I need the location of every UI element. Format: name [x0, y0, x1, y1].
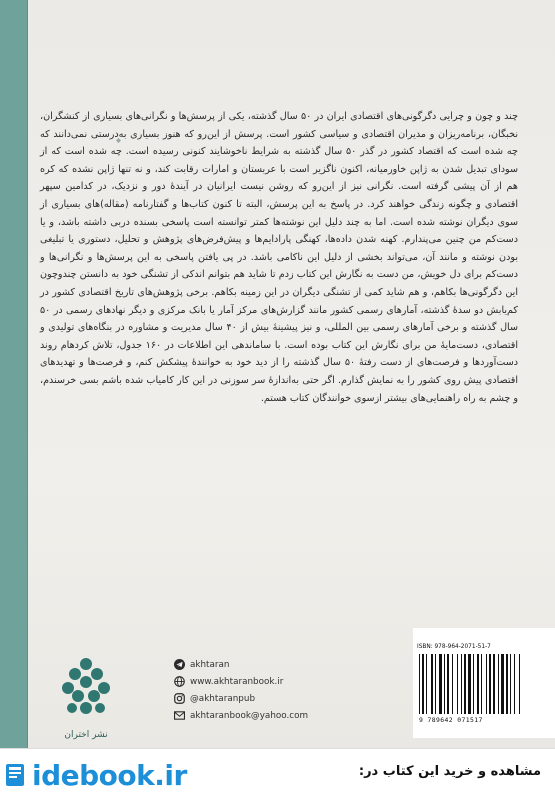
barcode-digits: 9 789642 071517	[419, 716, 483, 724]
watermark-logo[interactable]	[4, 755, 187, 795]
contact-instagram: @akhtaranpub	[190, 693, 256, 704]
publisher-name: نشر اختران	[64, 730, 108, 740]
globe-icon	[174, 676, 185, 687]
blurb-paragraph: چند و چون و چرایی دگرگونی‌های اقتصادی ایران در ۵۰ سال گذشته، یکی از پرسش‌ها و نگرانی‌های بسیاری از کنشگران، نخبگان، برنامه‌ریزان و مدیران اقتصادی و سیاسی کشور است. پرسش از این‌رو که هنوز بسیاری به‌درستی نمی‌دانند که چه شده است که اقتصاد کشور در گذر ۵۰ سال گذشته به شرایط ناخوشایند کنونی رسیده است. چه شده است که از سودای تبدیل شدن به ژاپن خاورمیانه، اکنون ناگزیر است با عربستان و امارات رقابت کند، و نه تنها ژاپن نشده که کره هم از آن پیشی گرفته است. نگرانی نیز از این‌رو که روشن نیست ایرانیان در آیندهٔ دور و نزدیک، در کدامین سپهر اقتصادی و چگونه زندگی خواهند کرد. در پاسخ به این پرسش، البته تا کنون کتاب‌ها و گفتارنامه (مقاله)‌های بسیاری از سوی دیگران نوشته شده است. اما به چند دلیل این نوشته‌ها کمتر توانسته است پاسخی بسنده دربی داشته باشد، و یا دست‌کم من چنین می‌پندارم. کهنه شدن داده‌ها، کهنگی پارادایم‌ها و پیش‌فرض‌های پژوهش و تحلیل، دستوری یا تبلیغی بودن نوشته و مانند آن، می‌تواند بخشی از دلیل این ناکامی باشد. در پی یافتن پاسخی به این پرسش‌ها و نگرانی‌ها و دست‌کم برای دل خویش، من دست به نگارش این کتاب زدم تا شاید هم بتوانم اندکی از تشنگی خود به دانستن چندوچون این دگرگونی‌ها بکاهم، و هم شاید کمی از تشنگی دیگران در این زمینه بکاهم. برخی پژوهش‌های تاریخ اقتصادی کشور در کم‌یابش دو سدهٔ گذشته، آمارهای رسمی کشور مانند گزارش‌های مرکز آمار یا بانک مرکزی و دیگر نهادهای رسمی در ۵۰ سال گذشته و برخی آمارهای رسمی بین المللی، و نیز پیشینهٔ بیش از ۴۰ سال مدیریت و مشاوره در بنگاه‌های تولیدی و اقتصادی، دست‌مایهٔ من برای نگارش این کتاب بوده است. با ساماندهی این اطلاعات در ۱۶۰ جدول، تلاش کردهام روند دست‌آوردها و فرصت‌های از دست رفتهٔ ۵۰ سال گذشته را از دید خود به خوانندهٔ پیشکش کنم، و فرصت‌ها و تهدیدهای اقتصادی پیش روی کشور را به نمایش گذارم. اگر حتی به‌اندازهٔ سر سوزنی در این کار کامیاب شده باشم بسی خرسندم، و چشم به راه راهنمایی‌های بیشتر ازسوی خوانندگان کتاب هستم.	[40, 111, 518, 404]
contact-row-website	[174, 673, 354, 690]
book-spine	[0, 0, 28, 800]
contact-list	[174, 656, 354, 724]
mail-icon	[174, 710, 185, 721]
watermark-tagline: مشاهده و خرید این کتاب در:	[358, 764, 541, 779]
barcode-icon	[417, 654, 551, 714]
watermark-brand: idebook.ir	[32, 758, 187, 792]
contact-row-instagram	[174, 690, 354, 707]
isbn-label: ISBN: 978-964-2071-51-7	[417, 644, 491, 650]
book-icon	[4, 762, 26, 788]
telegram-icon	[174, 659, 185, 670]
instagram-icon	[174, 693, 185, 704]
barcode-panel	[413, 628, 555, 738]
contact-website: www.akhtaranbook.ir	[190, 676, 284, 687]
contact-telegram: akhtaran	[190, 659, 230, 670]
contact-email: akhtaranbook@yahoo.com	[190, 710, 309, 721]
publisher-logo-icon	[56, 652, 116, 732]
watermark-banner	[0, 748, 555, 801]
contact-row-telegram	[174, 656, 354, 673]
contact-row-email	[174, 707, 354, 724]
